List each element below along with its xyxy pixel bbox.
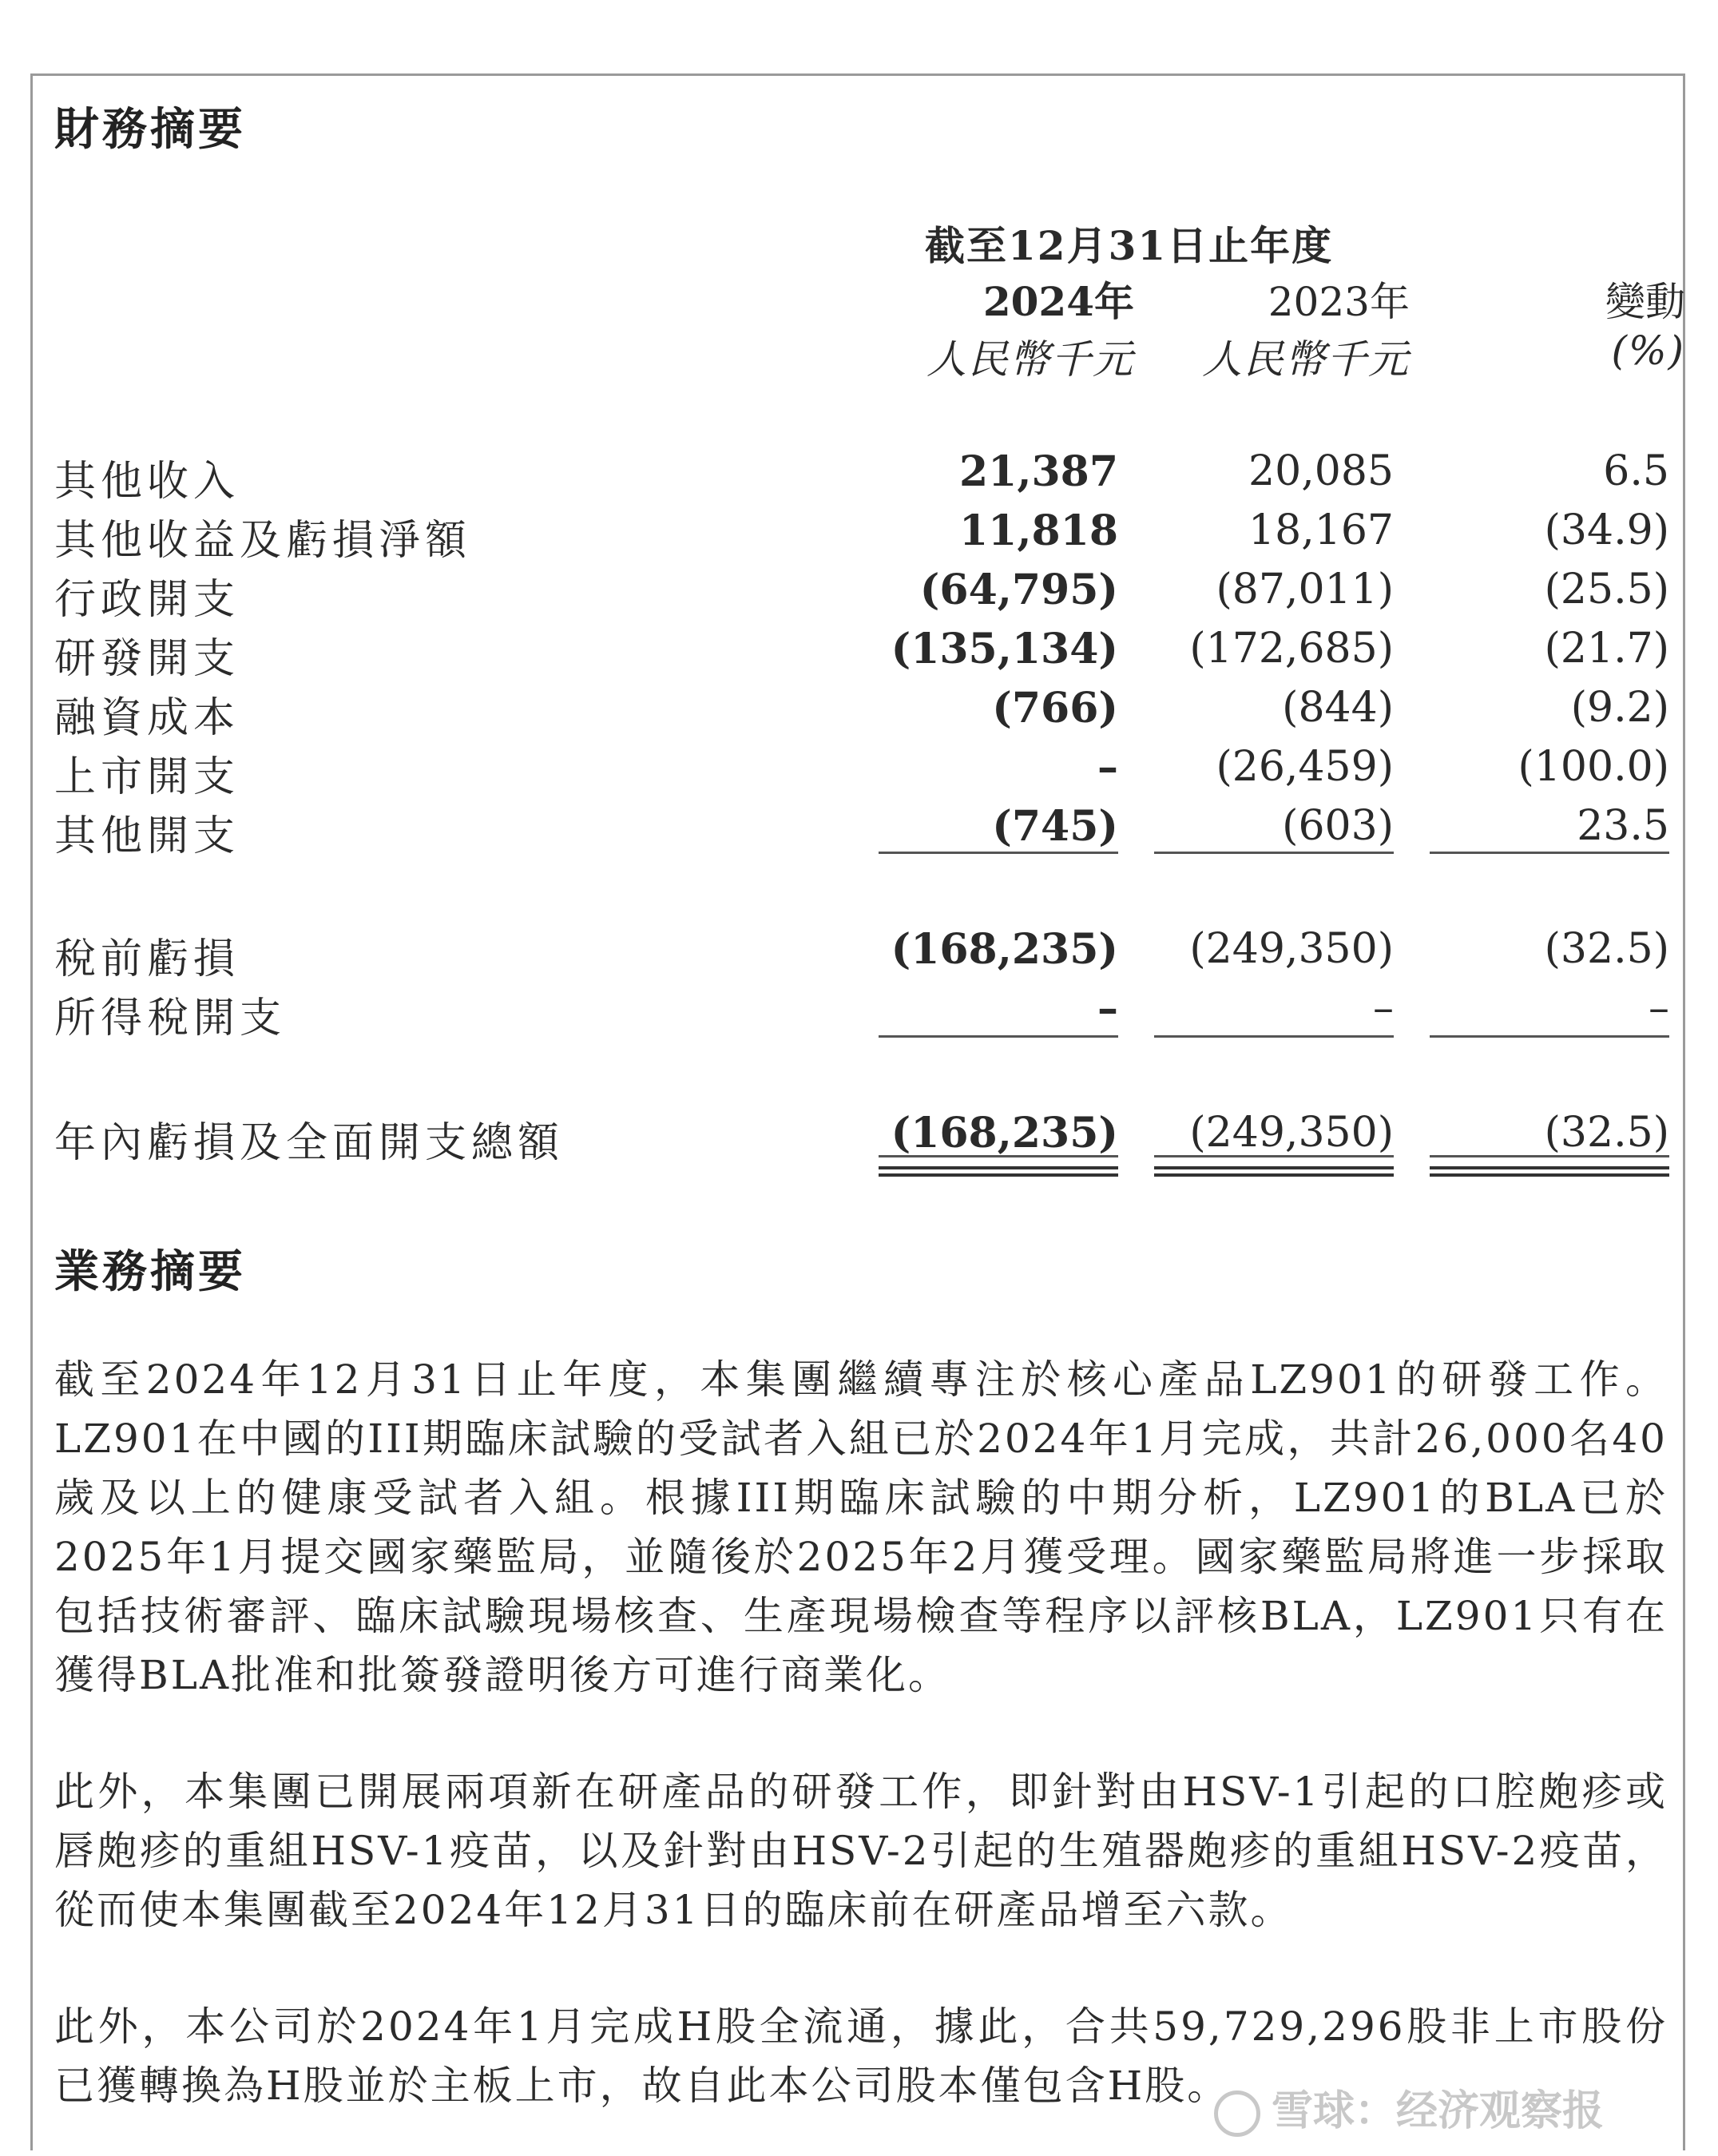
table-row: [0, 925, 1718, 983]
watermark: [1214, 2077, 1604, 2137]
row-label: 其他開支: [54, 812, 240, 860]
table-row: [0, 684, 1718, 741]
col-2023-unit: 人民幣千元: [1202, 336, 1410, 383]
value-2024: (745): [992, 802, 1118, 851]
total-row: [0, 1109, 1718, 1166]
total-rule-top: [1154, 1155, 1394, 1157]
value-2023: –: [1373, 984, 1394, 1032]
table-row: [0, 743, 1718, 800]
value-change: –: [1649, 984, 1669, 1032]
value-2023: (87,011): [1216, 566, 1394, 613]
subtotal-rule: [879, 1035, 1118, 1038]
value-2023: 18,167: [1248, 506, 1394, 554]
value-2023: (249,350): [1189, 925, 1394, 973]
business-paragraph-3: 此外，本公司於2024年1月完成H股全流通，據此，合共59,729,296股非上市股份已獲轉換為H股並於主板上市，故自此本公司股本僅包含H股。: [54, 2003, 1668, 2109]
subtotal-rule: [1430, 852, 1669, 854]
value-2024: (64,795): [919, 566, 1118, 614]
row-label: 行政開支: [54, 576, 240, 624]
subtotal-rule: [1430, 1035, 1669, 1038]
col-2024-year: 2024年: [982, 278, 1134, 325]
value-2023: (26,459): [1216, 743, 1394, 791]
subtotal-rule: [879, 852, 1118, 854]
table-row: [0, 984, 1718, 1042]
period-header: 截至12月31日止年度: [925, 222, 1334, 269]
row-label: 其他收益及虧損淨額: [54, 517, 472, 565]
business-summary-heading: 業務摘要: [54, 1245, 246, 1298]
value-2024: 11,818: [958, 506, 1118, 555]
value-2023: 20,085: [1248, 447, 1394, 495]
value-change: 23.5: [1577, 802, 1669, 850]
value-2023: (249,350): [1189, 1109, 1394, 1157]
value-2024: 21,387: [958, 447, 1118, 496]
row-label: 其他收入: [54, 458, 240, 506]
col-change-unit: (%): [1611, 328, 1685, 374]
double-underline: [879, 1166, 1118, 1177]
table-row: [0, 447, 1718, 505]
value-change: (34.9): [1544, 506, 1669, 554]
table-row: [0, 625, 1718, 682]
financial-summary-heading: 財務摘要: [54, 103, 246, 156]
col-change-header: 變動: [1605, 279, 1685, 325]
double-underline: [1430, 1166, 1669, 1177]
value-change: 6.5: [1603, 447, 1669, 495]
value-2023: (603): [1282, 802, 1394, 850]
business-paragraph-2: 此外，本集團已開展兩項新在研產品的研發工作，即針對由HSV-1引起的口腔皰疹或唇皰疹的重組HSV-1疫苗，以及針對由HSV-2引起的生殖器皰疹的重組HSV-2疫苗，從而使本集團截至2024年12月31日的臨床前在研產品增至六款。: [54, 1769, 1668, 1933]
col-2024-unit: 人民幣千元: [926, 336, 1134, 383]
value-2024: (766): [992, 684, 1118, 733]
col-2023-year: 2023年: [1268, 279, 1410, 325]
table-row: [0, 566, 1718, 623]
row-label: 所得稅開支: [54, 995, 287, 1042]
table-row: [0, 506, 1718, 564]
watermark-text: 雪球：经济观察报: [1272, 2087, 1605, 2135]
row-label: 研發開支: [54, 635, 240, 683]
value-2024: (168,235): [891, 1109, 1118, 1157]
value-change: (32.5): [1544, 925, 1669, 973]
value-2024: (168,235): [891, 925, 1118, 974]
row-label: 稅前虧損: [54, 935, 240, 983]
row-label: 融資成本: [54, 694, 240, 742]
business-paragraph-1: 截至2024年12月31日止年度，本集團繼續專注於核心產品LZ901的研發工作。LZ901在中國的III期臨床試驗的受試者入組已於2024年1月完成，共計26,000名40歲及以上的健康受試者入組。根據III期臨床試驗的中期分析，LZ901的BLA已於2025年1月提交國家藥監局，並隨後於2025年2月獲受理。國家藥監局將進一步採取包括技術審評、臨床試驗現場核查、生產現場檢查等程序以評核BLA，LZ901只有在獲得BLA批准和批簽發證明後方可進行商業化。: [54, 1356, 1668, 1698]
value-2023: (844): [1282, 684, 1394, 732]
row-label: 年內虧損及全面開支總額: [54, 1119, 565, 1167]
value-2024: –: [1097, 984, 1118, 1033]
subtotal-rule: [1154, 1035, 1394, 1038]
value-2024: –: [1097, 743, 1118, 792]
total-rule-top: [879, 1155, 1118, 1157]
total-rule-top: [1430, 1155, 1669, 1157]
double-underline: [1154, 1166, 1394, 1177]
subtotal-rule: [1154, 852, 1394, 854]
value-2024: (135,134): [891, 625, 1118, 673]
snowball-logo-icon: [1214, 2090, 1260, 2137]
value-change: (25.5): [1544, 566, 1669, 613]
row-label: 上市開支: [54, 753, 240, 801]
value-change: (21.7): [1544, 625, 1669, 673]
value-change: (100.0): [1518, 743, 1669, 791]
value-change: (9.2): [1570, 684, 1669, 732]
value-2023: (172,685): [1189, 625, 1394, 673]
value-change: (32.5): [1544, 1109, 1669, 1157]
